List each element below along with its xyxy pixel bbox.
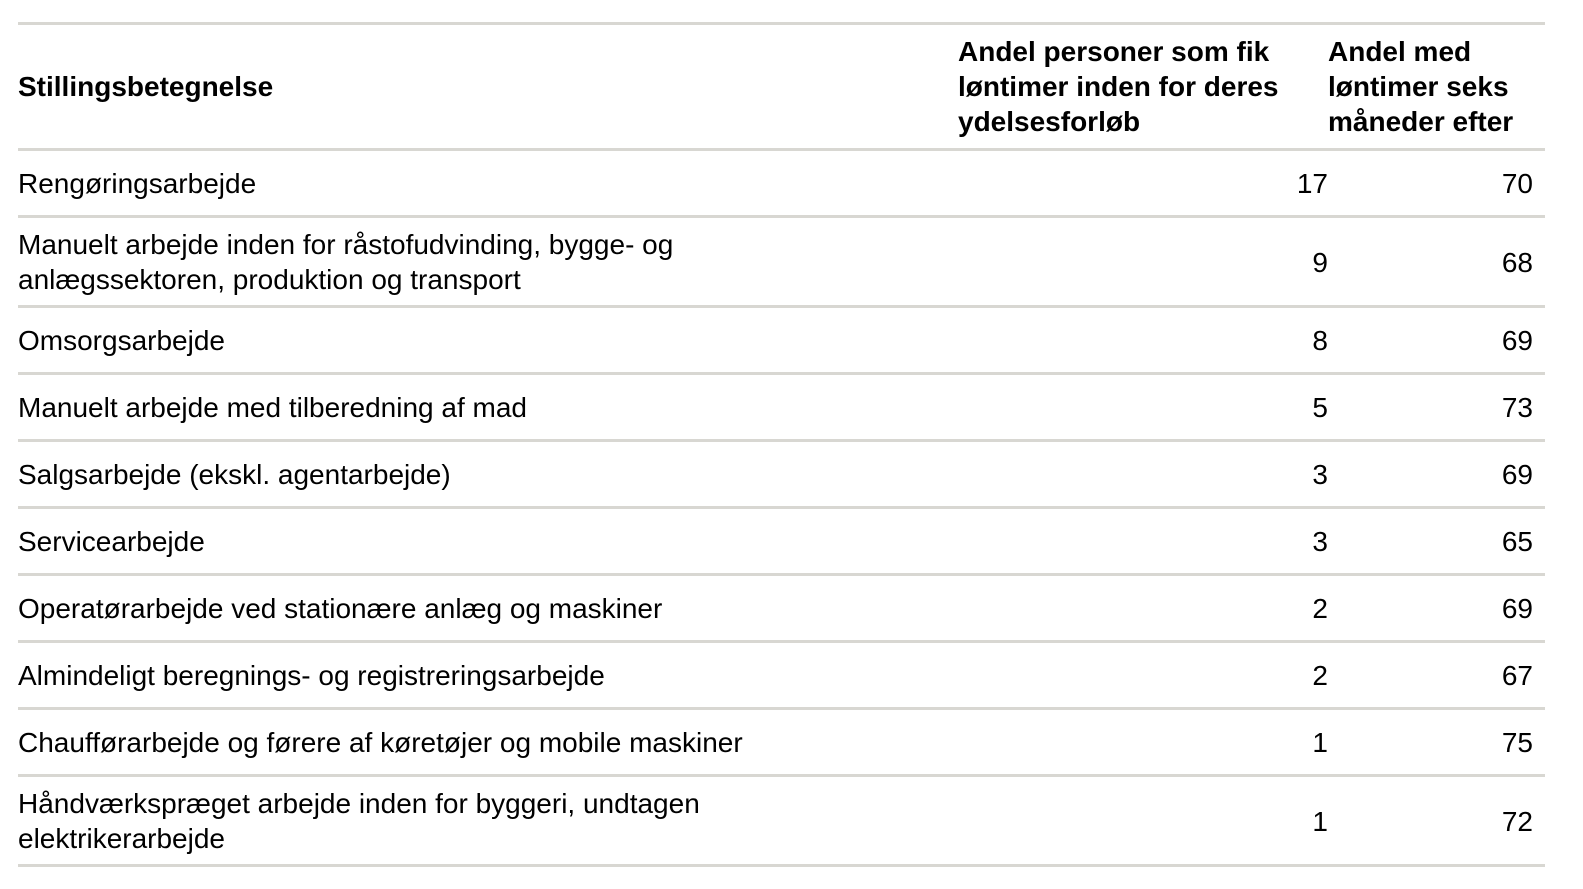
row-value-seks-maaneder: 69 bbox=[1501, 459, 1533, 490]
row-label: Servicearbejde bbox=[18, 526, 205, 557]
row-value-seks-maaneder: 73 bbox=[1501, 392, 1533, 423]
row-label: Manuelt arbejde med tilberedning af mad bbox=[18, 392, 527, 423]
table-header bbox=[18, 24, 1545, 150]
header-stillingsbetegnelse: Stillingsbetegnelse bbox=[18, 71, 274, 102]
row-label: Salgsarbejde (ekskl. agentarbejde) bbox=[18, 459, 451, 490]
data-table bbox=[18, 22, 1545, 867]
table-row bbox=[18, 441, 1545, 508]
row-value-seks-maaneder: 75 bbox=[1501, 727, 1533, 758]
row-value-seks-maaneder: 68 bbox=[1501, 246, 1533, 278]
row-value-forloeb: 8 bbox=[1312, 325, 1328, 356]
table-row bbox=[18, 709, 1545, 776]
row-value-seks-maaneder: 70 bbox=[1501, 168, 1533, 199]
row-value-seks-maaneder: 69 bbox=[1501, 593, 1533, 624]
row-value-seks-maaneder: 65 bbox=[1501, 526, 1533, 557]
row-value-forloeb: 17 bbox=[1296, 168, 1328, 199]
row-label: Manuelt arbejde inden for råstofudvinding, bygge- og anlægssektoren, produktion og transport bbox=[18, 229, 674, 295]
table-row bbox=[18, 508, 1545, 575]
data-table-container bbox=[18, 22, 1545, 867]
row-label: Rengøringsarbejde bbox=[18, 168, 257, 199]
header-andel-seks-maaneder: Andel med løntimer seks måneder efter bbox=[1328, 36, 1514, 137]
table-row bbox=[18, 150, 1545, 217]
row-value-forloeb: 1 bbox=[1312, 727, 1328, 758]
row-value-seks-maaneder: 72 bbox=[1501, 805, 1533, 837]
header-row bbox=[18, 24, 1545, 150]
header-andel-loentimer-forloeb: Andel personer som fik løntimer inden for deres ydelsesforløb bbox=[958, 36, 1279, 137]
row-label: Omsorgsarbejde bbox=[18, 325, 225, 356]
table-row bbox=[18, 374, 1545, 441]
row-value-forloeb: 5 bbox=[1312, 392, 1328, 423]
row-value-forloeb: 9 bbox=[1312, 246, 1328, 278]
table-row bbox=[18, 307, 1545, 374]
row-label: Chaufførarbejde og førere af køretøjer og mobile maskiner bbox=[18, 727, 743, 758]
table-row bbox=[18, 217, 1545, 307]
row-value-seks-maaneder: 69 bbox=[1501, 325, 1533, 356]
table-body bbox=[18, 150, 1545, 866]
table-row bbox=[18, 642, 1545, 709]
row-value-forloeb: 1 bbox=[1312, 805, 1328, 837]
row-label: Operatørarbejde ved stationære anlæg og maskiner bbox=[18, 593, 663, 624]
row-value-forloeb: 3 bbox=[1312, 526, 1328, 557]
row-value-forloeb: 2 bbox=[1312, 660, 1328, 691]
row-value-seks-maaneder: 67 bbox=[1501, 660, 1533, 691]
table-row bbox=[18, 776, 1545, 866]
row-value-forloeb: 2 bbox=[1312, 593, 1328, 624]
row-label: Håndværkspræget arbejde inden for byggeri, undtagen elektrikerarbejde bbox=[18, 788, 700, 854]
row-value-forloeb: 3 bbox=[1312, 459, 1328, 490]
row-label: Almindeligt beregnings- og registreringsarbejde bbox=[18, 660, 605, 691]
table-row bbox=[18, 575, 1545, 642]
